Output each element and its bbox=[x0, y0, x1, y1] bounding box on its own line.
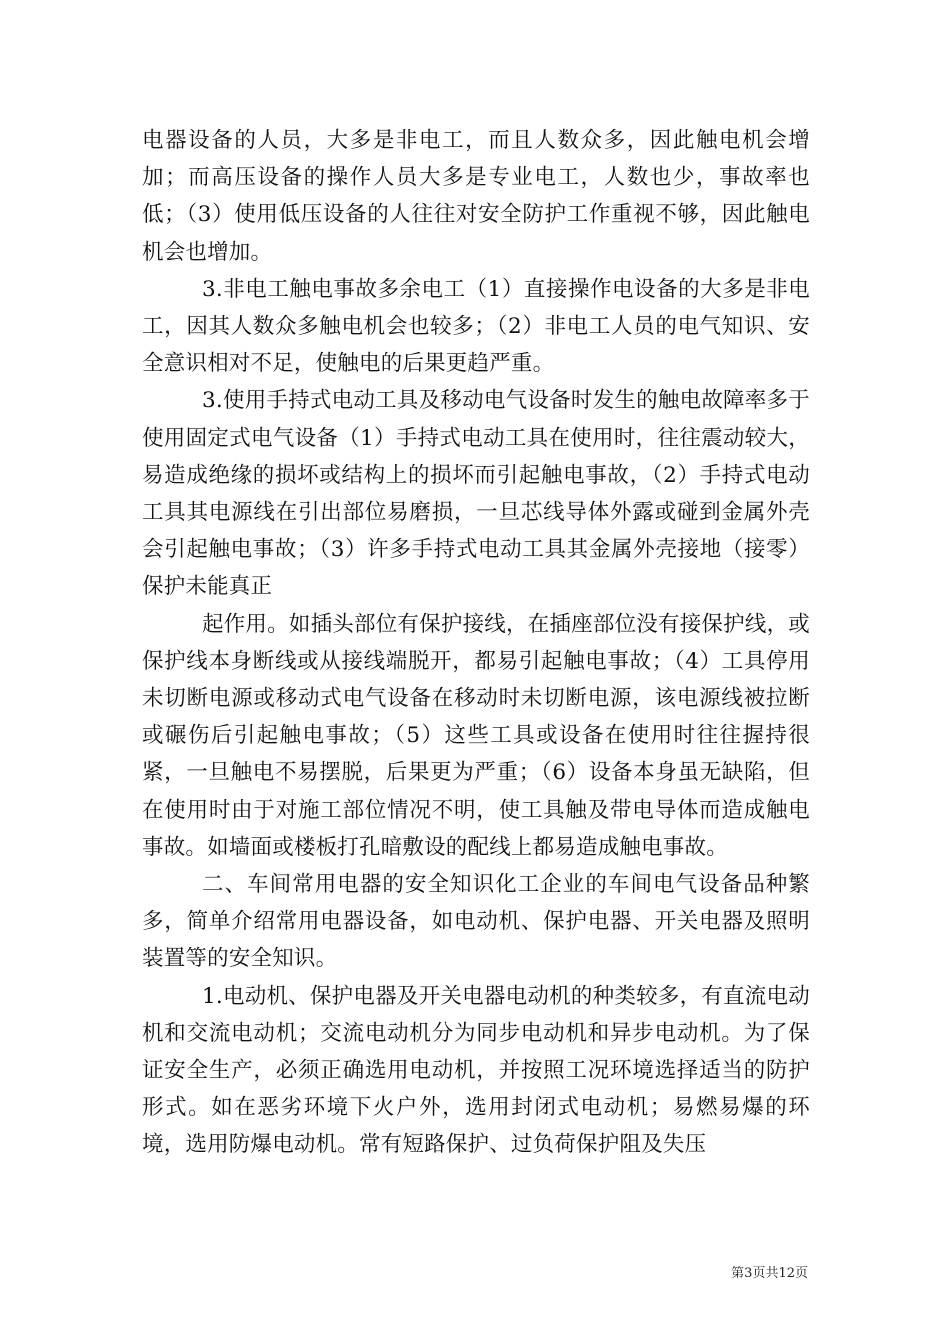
paragraph-continuation: 电器设备的人员，大多是非电工，而且人数众多，因此触电机会增加；而高压设备的操作人员大多是专业电工，人数也少，事故率也低；（3）使用低压设备的人往往对安全防护工作重视不够，因此触电机会也增加。 bbox=[142, 128, 810, 265]
paragraph-handheld-tools-continued: 起作用。如插头部位有保护接线，在插座部位没有接保护线，或保护线本身断线或从接线端脱开，都易引起触电事故；（4）工具停用未切断电源或移动式电气设备在移动时未切断电源，该电源线被拉断或碾伤后引起触电事故；（5）这些工具或设备在使用时往往握持很紧，一旦触电不易摆脱，后果更为严重；（6）设备本身虽无缺陷，但在使用时由于对施工部位情况不明，使工具触及带电导体而造成触电事故。如墙面或楼板打孔暗敷设的配线上都易造成触电事故。 bbox=[142, 611, 810, 860]
page-number-footer: 第3页共12页 bbox=[731, 1266, 808, 1281]
paragraph-handheld-tools: 3.使用手持式电动工具及移动电气设备时发生的触电故障率多于使用固定式电气设备（1）手持式电动工具在使用时，往往震动较大，易造成绝缘的损坏或结构上的损坏而引起触电事故，（2）手持式电动工具其电源线在引出部位易磨损，一旦芯线导体外露或碰到金属外壳会引起触电事故；（3）许多手持式电动工具其金属外壳接地（接零）保护未能真正 bbox=[142, 388, 810, 600]
paragraph-motors-protection: 1.电动机、保护电器及开关电器电动机的种类较多，有直流电动机和交流电动机；交流电动机分为同步电动机和异步电动机。为了保证安全生产，必须正确选用电动机，并按照工况环境选择适当的防护形式。如在恶劣环境下火户外，选用封闭式电动机；易燃易爆的环境，选用防爆电动机。常有短路保护、过负荷保护阻及失压 bbox=[142, 983, 810, 1158]
body-text bbox=[142, 122, 810, 1164]
paragraph-workshop-electrical-safety: 二、车间常用电器的安全知识化工企业的车间电气设备品种繁多，简单介绍常用电器设备，如电动机、保护电器、开关电器及照明装置等的安全知识。 bbox=[142, 872, 810, 972]
paragraph-non-electrician-accidents: 3.非电工触电事故多余电工（1）直接操作电设备的大多是非电工，因其人数众多触电机会也较多；（2）非电工人员的电气知识、安全意识相对不足，使触电的后果更趋严重。 bbox=[142, 276, 810, 377]
